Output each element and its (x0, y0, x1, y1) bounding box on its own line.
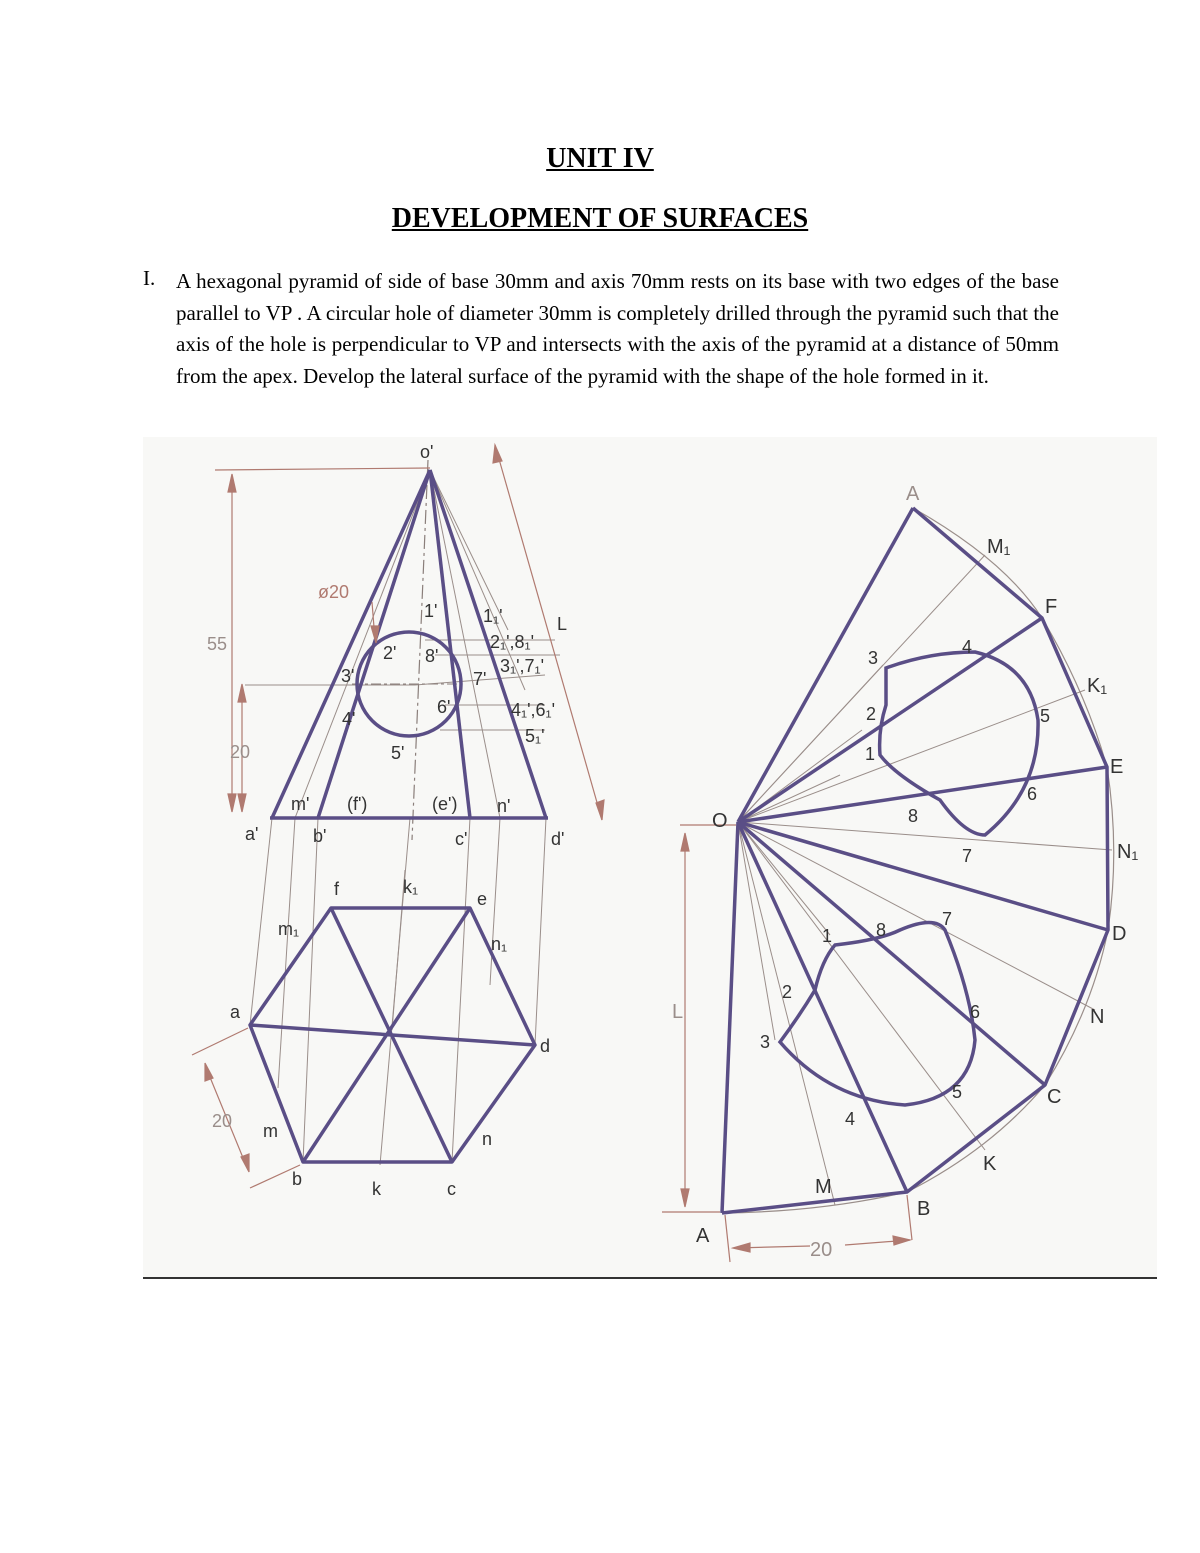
dev-label-A-bottom: A (696, 1225, 710, 1247)
label-n-front: n' (497, 796, 511, 816)
label-d-front: d' (551, 829, 565, 849)
unit-title: UNIT IV (546, 143, 654, 174)
label-b-front: b' (313, 826, 327, 846)
tl-label-3-7: 3₁',7₁' (500, 656, 545, 676)
label-b-top: b (292, 1169, 303, 1189)
up-pt-4: 4 (962, 637, 973, 657)
up-pt-2: 2 (866, 704, 877, 724)
dev-dim-20: 20 (810, 1239, 833, 1261)
problem-number: I. (143, 266, 156, 290)
label-a-top: a (230, 1002, 241, 1022)
label-n1-top: n₁ (491, 934, 508, 954)
dim-height-label: 55 (207, 634, 228, 654)
dev-label-M1: M₁ (987, 536, 1011, 558)
section-title: DEVELOPMENT OF SURFACES (391, 203, 809, 234)
label-n-top: n (482, 1129, 493, 1149)
label-d-top: d (540, 1036, 551, 1056)
dev-apex-label: O (712, 810, 728, 832)
tl-label-1: 1₁' (483, 606, 503, 626)
hole-pt-7: 7' (473, 669, 487, 689)
dev-label-M: M (815, 1176, 832, 1198)
dev-label-N: N (1090, 1006, 1105, 1028)
low-pt-1: 1 (822, 926, 833, 946)
dev-dim-L: L (672, 1001, 684, 1023)
hole-pt-5: 5' (391, 743, 405, 763)
up-pt-8: 8 (908, 806, 919, 826)
dev-label-K: K (983, 1153, 997, 1175)
dim-lower-label: 20 (230, 742, 251, 762)
engineering-drawing (143, 437, 1157, 1277)
hole-pt-1: 1' (424, 601, 438, 621)
tl-label-4-6: 4₁',6₁' (511, 700, 556, 720)
up-pt-7: 7 (962, 846, 973, 866)
hole-pt-6: 6' (437, 697, 451, 717)
up-pt-5: 5 (1040, 706, 1051, 726)
dev-label-D: D (1112, 923, 1127, 945)
low-pt-6: 6 (970, 1002, 981, 1022)
dev-label-A-top: A (906, 483, 920, 505)
label-c-top: c (447, 1179, 456, 1199)
problem-statement: A hexagonal pyramid of side of base 30mm and axis 70mm rests on its base with two edges of the base parallel to VP . A circular hole of diameter 30mm is completely drilled through the pyramid such that the axis of the hole is perpendicular to VP and intersects with the axis of the pyramid at a distance of 50mm from the apex. Develop the lateral surface of the pyramid with the shape of the hole formed in it. (176, 269, 1059, 388)
dev-label-B: B (917, 1198, 931, 1220)
tl-label-L: L (557, 614, 568, 634)
up-pt-3: 3 (868, 648, 879, 668)
tl-label-2-8: 2₁',8₁' (490, 632, 535, 652)
dev-label-N1: N₁ (1117, 841, 1139, 863)
label-a-front: a' (245, 824, 259, 844)
hole-dia-label: ø20 (318, 582, 350, 602)
low-pt-5: 5 (952, 1082, 963, 1102)
label-c-front: c' (455, 829, 468, 849)
label-e-top: e (477, 889, 488, 909)
tl-label-5: 5₁' (525, 726, 545, 746)
dev-label-E: E (1110, 756, 1124, 778)
dev-label-C: C (1047, 1086, 1062, 1108)
label-m-top: m (263, 1121, 278, 1141)
dev-label-K1: K₁ (1087, 675, 1108, 697)
hole-pt-3: 3' (341, 666, 355, 686)
low-pt-3: 3 (760, 1032, 771, 1052)
low-pt-2: 2 (782, 982, 793, 1002)
low-pt-4: 4 (845, 1109, 856, 1129)
label-f-top: f (334, 879, 340, 899)
label-m1-top: m₁ (278, 919, 300, 939)
low-pt-7: 7 (942, 909, 953, 929)
up-pt-6: 6 (1027, 784, 1038, 804)
label-k-top: k (372, 1179, 381, 1199)
dev-label-F: F (1045, 596, 1058, 618)
apex-label: o' (420, 442, 434, 462)
bottom-rule (143, 1277, 1157, 1279)
figure (143, 437, 1157, 1277)
hole-pt-2: 2' (383, 643, 397, 663)
label-e-front: (e') (432, 794, 458, 814)
label-k1-top: k₁ (403, 877, 419, 897)
label-f-front: (f') (347, 794, 368, 814)
hole-pt-8: 8' (425, 646, 439, 666)
low-pt-8: 8 (876, 920, 887, 940)
hole-pt-4: 4' (342, 709, 356, 729)
up-pt-1: 1 (865, 744, 876, 764)
label-m-front: m' (291, 794, 310, 814)
top-dim-label: 20 (212, 1111, 233, 1131)
figure-background (143, 437, 1157, 1277)
